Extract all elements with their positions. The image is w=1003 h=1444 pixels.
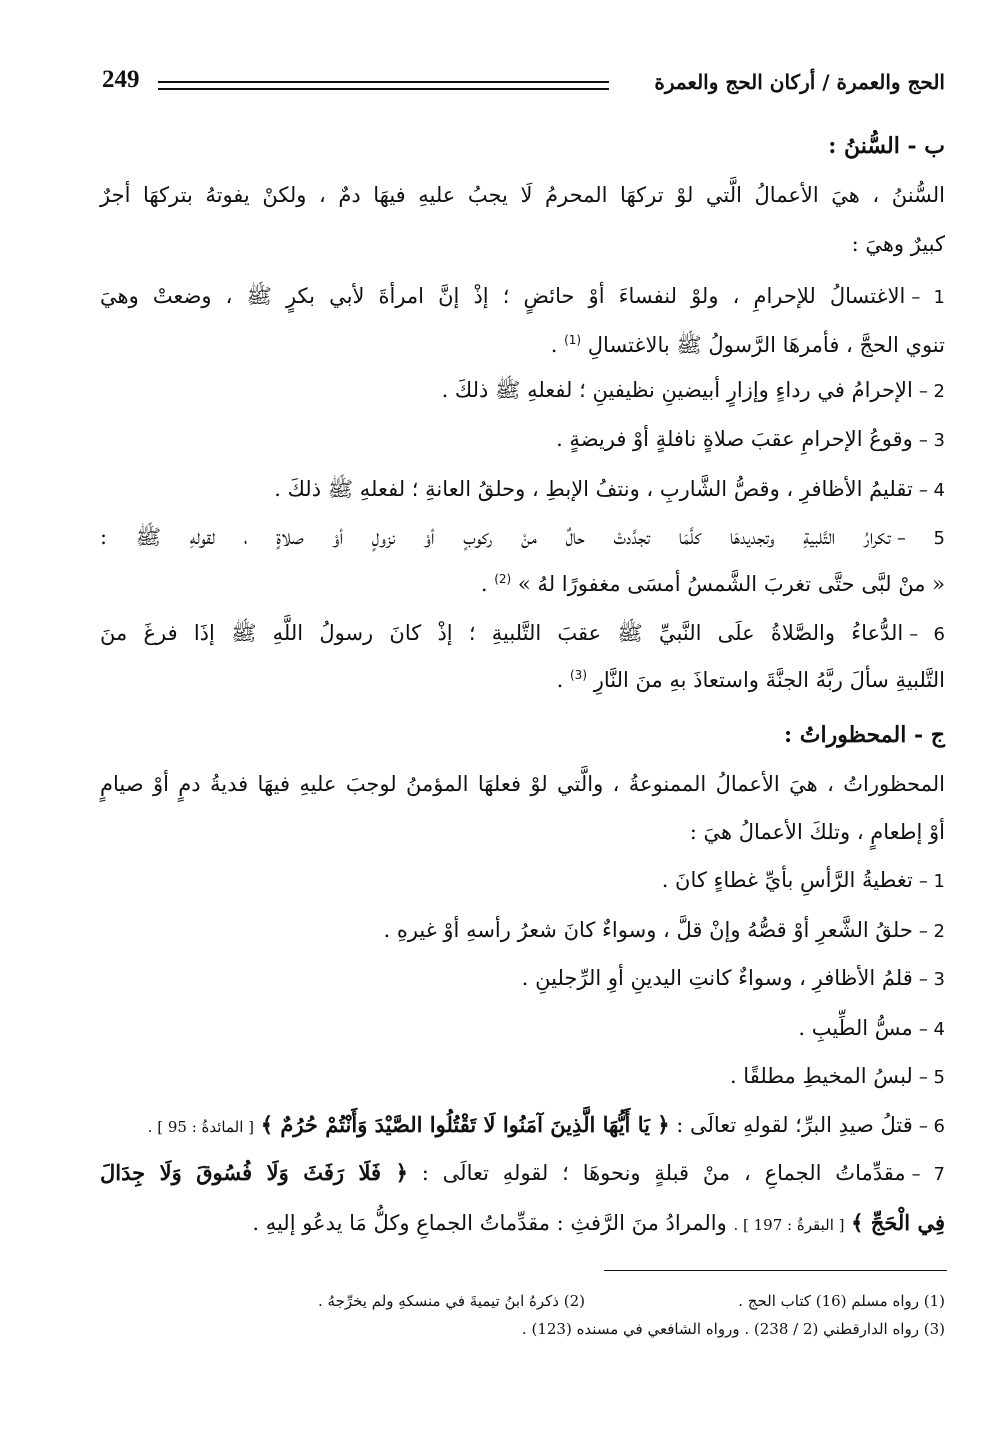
footnote-marker-3: (3): [569, 668, 587, 682]
sunan-item-2: 2 –الإحرامُ في رداءٍ وإزارٍ أبيضينِ نظيفينِ ؛ لفعلهِ ﷺ ذلكَ .: [441, 378, 945, 402]
sunan-item-6-line-1: 6 –الدُّعاءُ والصَّلاةُ علَى النَّبيِّ ﷺ عقبَ التَّلبيةِ ؛ إذْ كانَ رسولُ اللَّهِ ﷺ إذَا فرغَ منَ: [100, 621, 945, 645]
mahzurat-item-7-line-1: 7 –مقدِّماتُ الجماعِ ، منْ قبلةٍ ونحوهَا ؛ لقولهِ تعالَى : ﴿ فَلَا رَفَثَ وَلَا فُسُوقَ وَلَا جِدَالَ: [100, 1160, 945, 1185]
footnote-1: (1) رواه مسلم (16) كتاب الحج .: [738, 1292, 945, 1310]
mahzurat-item-1: 1 –تغطيةُ الرَّأسِ بأيِّ غطاءٍ كانَ .: [661, 868, 945, 892]
sunan-intro-line-1: السُّننُ ، هيَ الأعمالُ الَّتي لوْ تركهَا المحرمُ لَا يجبُ عليهِ فيهَا دمٌ ، ولكنْ يفوتهُ بتركهَا أجرٌ: [100, 183, 945, 207]
footnote-3: (3) رواه الدارقطني (2 / 238) . ورواه الشافعي في مسنده (123) .: [521, 1320, 945, 1338]
quran-verse-baqarah-part-1: ﴿ فَلَا رَفَثَ وَلَا فُسُوقَ وَلَا جِدَالَ: [100, 1160, 408, 1185]
mahzurat-intro-line-2: أوْ إطعامٍ ، وتلكَ الأعمالُ هيَ :: [689, 820, 945, 844]
sunan-item-3: 3 –وقوعُ الإحرامِ عقبَ صلاةٍ نافلةٍ أوْ فريضةٍ .: [556, 427, 945, 451]
sunan-item-4: 4 –تقليمُ الأظافرِ ، وقصُّ الشَّاربِ ، ونتفُ الإبطِ ، وحلقُ العانةِ ؛ لفعلهِ ﷺ ذلكَ .: [274, 477, 945, 501]
mahzurat-item-7-line-2: فِي الْحَجِّ ﴾ [ البقرةُ : 197 ] . والمرادُ منَ الرَّفثِ : مقدِّماتُ الجماعِ وكلُّ مَا يدعُو إليهِ .: [252, 1210, 945, 1235]
mahzurat-item-6: 6 –قتلُ صيدِ البرِّ؛ لقولهِ تعالَى : ﴿ يَا أَيُّهَا الَّذِينَ آمَنُوا لَا تَقْتُلُوا الصَّيْدَ وَأَنْتُمْ حُرُمٌ ﴾ [ المائدةُ : 95 ] .: [147, 1112, 945, 1137]
sunan-item-5-line-2: « منْ لبَّى حتَّى تغربَ الشَّمسُ أمسَى مغفورًا لهُ » $^{(2)}$ .: [480, 572, 945, 596]
section-mahzurat: [100, 0, 945, 1260]
verse-reference-baqarah: [ البقرةُ : 197 ] .: [733, 1216, 845, 1234]
running-title: الحج والعمرة / أركان الحج والعمرة: [654, 70, 945, 94]
mahzurat-item-2: 2 –حلقُ الشَّعرِ أوْ قصُّهُ وإنْ قلَّ ، وسواءٌ كانَ شعرُ رأسهِ أوْ غيرهِ .: [383, 918, 945, 942]
mahzurat-item-4: 4 –مسُّ الطِّيبِ .: [798, 1016, 945, 1040]
section-title-mahzurat: ج - المحظوراتُ :: [783, 722, 945, 748]
sunan-intro-line-2: كبيرٌ وهيَ :: [851, 232, 945, 256]
verse-reference-maidah: [ المائدةُ : 95 ] .: [147, 1118, 255, 1136]
quran-verse-maidah: ﴿ يَا أَيُّهَا الَّذِينَ آمَنُوا لَا تَقْتُلُوا الصَّيْدَ وَأَنْتُمْ حُرُمٌ ﴾: [260, 1112, 670, 1137]
footnote-separator: [604, 1270, 947, 1271]
sunan-item-6-line-2: التَّلبيةِ سألَ ربَّهُ الجنَّةَ واستعاذَ بهِ منَ النَّارِ $^{(3)}$ .: [556, 668, 945, 692]
sunan-item-1-line-1: 1 –الاغتسالُ للإحرامِ ، ولوْ لنفساءَ أوْ حائضٍ ؛ إذْ إنَّ امرأةَ لأبي بكرٍ ﷺ ، وضعتْ وهيَ: [100, 284, 945, 308]
mahzurat-item-3: 3 –قلمُ الأظافرِ ، وسواءٌ كانتِ اليدينِ أوِ الرِّجلينِ .: [521, 966, 945, 990]
footnote-marker-2: (2): [494, 572, 512, 586]
quran-verse-baqarah-part-2: فِي الْحَجِّ ﴾: [851, 1210, 945, 1235]
mahzurat-intro-line-1: المحظوراتُ ، هيَ الأعمالُ الممنوعةُ ، والَّتي لوْ فعلهَا المؤمنُ لوجبَ عليهِ فيهَا فديةُ دمٍ أوْ صيامٍ: [100, 772, 945, 796]
section-title-sunan: ب - السُّننُ :: [828, 133, 945, 159]
footnote-2: (2) ذكرهُ ابنُ تيميةَ في منسكهِ ولم يخرِّجهُ .: [317, 1292, 585, 1310]
page-number: 249: [102, 66, 140, 93]
sunan-item-1-line-2: تنوي الحجَّ ، فأمرهَا الرَّسولُ ﷺ بالاغتسالِ $^{(1)}$ .: [550, 333, 945, 357]
sunan-item-5-line-1: 5 –تكرارُ التَّلبيةِ وتجديدهَا كلَّمَا تجدَّدتْ حالٌ منْ ركوبٍ أوْ نزولٍ أوْ صلاةٍ ، لقولهِ ﷺ :: [100, 525, 945, 549]
footnote-marker-1: (1): [564, 333, 582, 347]
mahzurat-item-5: 5 –لبسُ المخيطِ مطلقًا .: [729, 1064, 945, 1088]
